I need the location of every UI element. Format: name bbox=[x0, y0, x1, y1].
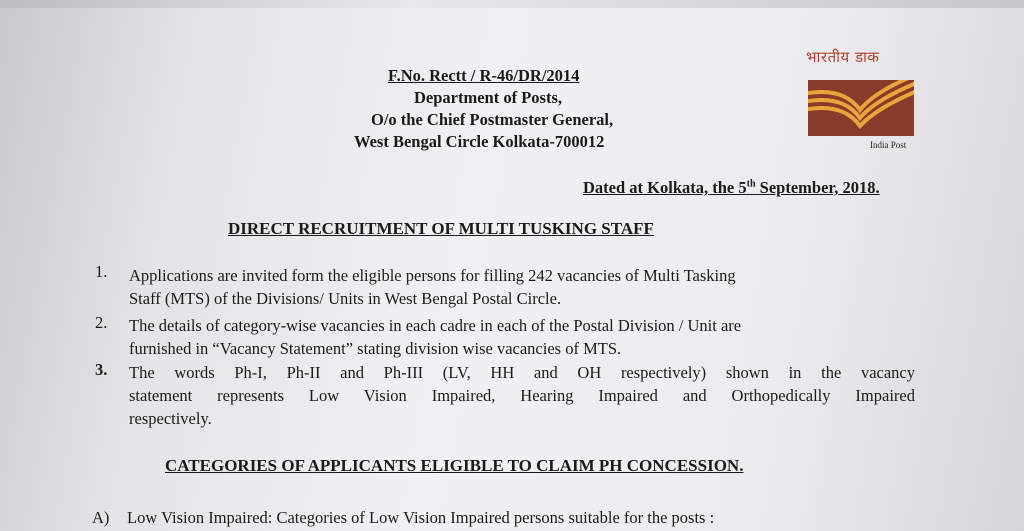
item-2-line-1: The details of category-wise vacancies in each cadre in each of the Postal Division / Unit are bbox=[129, 316, 742, 335]
dated-line bbox=[583, 178, 880, 198]
page-top-edge bbox=[0, 0, 1024, 8]
india-post-emblem-icon bbox=[808, 80, 914, 136]
item-2-line-2: furnished in “Vacancy Statement” stating division wise vacancies of MTS. bbox=[129, 339, 622, 358]
item-3-line-2: statement represents Low Vision Impaired, Hearing Impaired and Orthopedically Impaired bbox=[129, 386, 915, 405]
item-1-line-1: Applications are invited form the eligible persons for filling 242 vacancies of Multi Tasking bbox=[129, 266, 736, 285]
logo-english-text: India Post bbox=[870, 140, 907, 150]
dated-suffix: September, 2018. bbox=[755, 178, 880, 197]
section-title: CATEGORIES OF APPLICANTS ELIGIBLE TO CLAIM PH CONCESSION. bbox=[165, 456, 744, 475]
subitem-line-1: Low Vision Impaired: Categories of Low Vision Impaired persons suitable for the posts : bbox=[127, 508, 715, 527]
item-3-text bbox=[129, 361, 915, 430]
circle-address: West Bengal Circle Kolkata-700012 bbox=[354, 132, 605, 151]
item-1-line-2: Staff (MTS) of the Divisions/ Units in West Bengal Postal Circle. bbox=[129, 289, 562, 308]
item-number: 1. bbox=[95, 262, 108, 281]
file-number: F.No. Rectt / R-46/DR/2014 bbox=[388, 66, 580, 85]
department-name: Department of Posts, bbox=[414, 88, 563, 107]
item-number: 3. bbox=[95, 360, 108, 379]
item-3-line-1: The words Ph-I, Ph-II and Ph-III (LV, HH and OH respectively) shown in the vacancy bbox=[129, 363, 915, 382]
office-name: O/o the Chief Postmaster General, bbox=[371, 110, 614, 129]
india-post-logo bbox=[808, 80, 914, 136]
item-3-line-3: respectively. bbox=[129, 409, 212, 428]
logo-hindi-text: भारतीय डाक bbox=[806, 48, 880, 66]
item-number: 2. bbox=[95, 313, 108, 332]
dated-prefix: Dated at Kolkata, the 5 bbox=[583, 178, 747, 197]
subitem-label: A) bbox=[92, 508, 110, 527]
subitem-text bbox=[127, 506, 917, 529]
item-2-text bbox=[129, 314, 919, 360]
item-1-text bbox=[129, 264, 919, 310]
page-title: DIRECT RECRUITMENT OF MULTI TUSKING STAFF bbox=[228, 219, 654, 238]
dated-superscript: th bbox=[746, 178, 756, 190]
